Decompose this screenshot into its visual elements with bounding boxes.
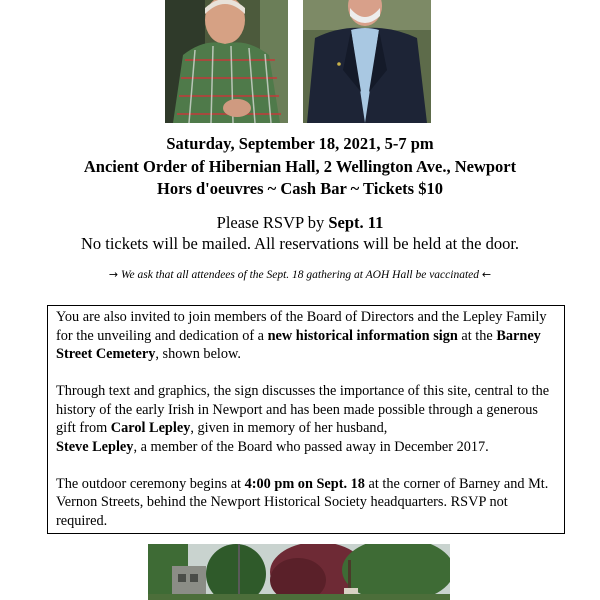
sign-description-paragraph xyxy=(56,382,556,456)
paragraph-text: at the corner of Barney and Mt. Vernon Streets, behind the Newport Historical Society headquarters. RSVP not required. xyxy=(56,475,549,529)
ceremony-time: 4:00 pm on Sept. 18 xyxy=(244,475,365,492)
paragraph-text: , shown below. xyxy=(155,346,242,362)
event-venue-line: Ancient Order of Hibernian Hall, 2 Wellington Ave., Newport xyxy=(83,157,517,176)
paragraph-text: The outdoor ceremony begins at xyxy=(56,475,245,492)
right-arrow-icon: → xyxy=(108,268,119,281)
portrait-photo-right xyxy=(303,0,431,123)
donor-name: Carol Lepley xyxy=(110,420,191,436)
paragraph-text: , a member of the Board who passed away in December 2017. xyxy=(133,438,489,455)
sign-highlight: new historical information sign xyxy=(267,327,458,344)
paragraph-text: You are also invited to join members of the Board of Directors and the Lepley Family for the unveiling and dedication of a xyxy=(56,309,547,344)
rsvp-note: No tickets will be mailed. All reservations will be held at the door. xyxy=(80,234,520,253)
paragraph-text: at the xyxy=(457,327,497,344)
paragraph-text: Through text and graphics, the sign discusses the importance of this site, central to the history of the early Irish in Newport and has been made possible through a generous gift from xyxy=(56,383,550,436)
cemetery-name: Barney Street Cemetery xyxy=(56,327,541,362)
rsvp-deadline-line xyxy=(0,213,600,233)
dedication-info-box xyxy=(47,305,565,534)
event-date-line: Saturday, September 18, 2021, 5-7 pm xyxy=(166,134,434,153)
left-arrow-icon: ← xyxy=(481,268,492,281)
rsvp-deadline: Sept. 11 xyxy=(328,213,384,232)
cemetery-photo xyxy=(148,544,450,600)
invitation-paragraph xyxy=(56,308,556,364)
rsvp-prefix: Please RSVP by xyxy=(216,213,329,232)
vaccine-notice-text: We ask that all attendees of the Sept. 18 gathering at AOH Hall be vaccinated xyxy=(120,269,480,281)
vaccine-notice xyxy=(0,268,600,282)
ceremony-paragraph xyxy=(56,475,556,531)
memorial-name: Steve Lepley xyxy=(56,438,134,455)
paragraph-text: , given in memory of her husband, xyxy=(190,420,388,436)
portrait-photo-left xyxy=(165,0,288,123)
event-info-line: Hors d'oeuvres ~ Cash Bar ~ Tickets $10 xyxy=(157,179,443,198)
